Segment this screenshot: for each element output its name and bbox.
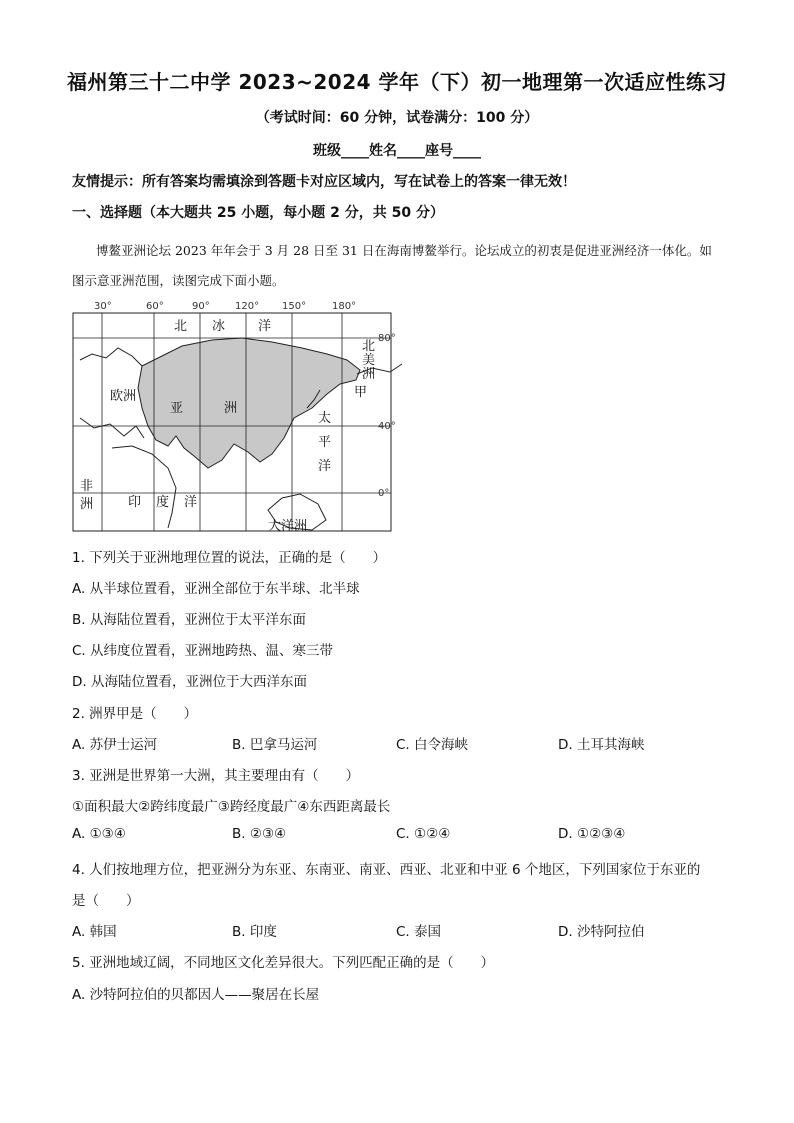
- question-5-stem: 5. 亚洲地域辽阔，不同地区文化差异很大。下列匹配正确的是（ ）: [72, 955, 495, 971]
- arctic-label: 冰: [212, 319, 226, 334]
- africa-coast: [112, 446, 176, 528]
- lon-label: 90°: [192, 301, 210, 312]
- arctic-label: 北: [174, 319, 188, 334]
- north-america-label: 北: [362, 339, 376, 354]
- arctic-label: 洋: [258, 319, 272, 334]
- q1-option-d: D. 从海陆位置看，亚洲位于大西洋东面: [72, 674, 307, 690]
- asia-map: [72, 298, 412, 538]
- q1-option-c: C. 从纬度位置看，亚洲地跨热、温、寒三带: [72, 643, 334, 659]
- exam-info: （考试时间：60 分钟，试卷满分：100 分）: [255, 110, 539, 126]
- pacific-label: 洋: [318, 459, 332, 474]
- q3-option-c: C. ①②④: [396, 826, 451, 842]
- indian-ocean-label: 度: [156, 495, 170, 510]
- q5-option-a: A. 沙特阿拉伯的贝都因人——聚居在长屋: [72, 987, 320, 1003]
- asia-label: 洲: [224, 401, 238, 416]
- q3-statements: ①面积最大②跨纬度最广③跨经度最广④东西距离最长: [72, 799, 391, 815]
- north-america-label: 洲: [362, 367, 376, 382]
- lon-label: 60°: [146, 301, 164, 312]
- q1-option-b: B. 从海陆位置看，亚洲位于太平洋东面: [72, 612, 306, 628]
- lon-label: 150°: [282, 301, 307, 312]
- q2-option-a: A. 苏伊士运河: [72, 737, 158, 753]
- oceania-label: 大洋洲: [268, 519, 308, 534]
- indian-ocean-label: 印: [128, 495, 142, 510]
- lat-label: 80°: [378, 333, 396, 344]
- q2-option-c: C. 白令海峡: [396, 737, 469, 753]
- question-2-stem: 2. 洲界甲是（ ）: [72, 706, 198, 722]
- question-4-stem-cont: 是（ ）: [72, 893, 140, 909]
- q4-option-d: D. 沙特阿拉伯: [558, 924, 645, 940]
- question-4-stem: 4. 人们按地理方位，把亚洲分为东亚、东南亚、南亚、西亚、北亚和中亚 6 个地区，下列国家位于东亚的: [72, 862, 701, 878]
- q2-option-b: B. 巴拿马运河: [232, 737, 318, 753]
- friendly-tip: 友情提示：所有答案均需填涂到答题卡对应区域内，写在试卷上的答案一律无效！: [72, 174, 576, 190]
- question-3-stem: 3. 亚洲是世界第一大洲，其主要理由有（ ）: [72, 768, 360, 784]
- q4-option-b: B. 印度: [232, 924, 277, 940]
- q1-option-a: A. 从半球位置看，亚洲全部位于东半球、北半球: [72, 581, 360, 597]
- pacific-label: 太: [318, 411, 332, 426]
- q3-option-b: B. ②③④: [232, 826, 287, 842]
- pacific-label: 平: [318, 435, 332, 450]
- asia-label: 亚: [170, 401, 184, 416]
- europe-label: 欧洲: [110, 389, 137, 404]
- q3-option-a: A. ①③④: [72, 826, 126, 842]
- boundary-jia-label: 甲: [354, 385, 368, 400]
- q3-option-d: D. ①②③④: [558, 826, 626, 842]
- q2-option-d: D. 土耳其海峡: [558, 737, 645, 753]
- lon-label: 120°: [235, 301, 260, 312]
- lon-label: 30°: [94, 301, 112, 312]
- intro-paragraph: 博鳌亚洲论坛 2023 年年会于 3 月 28 日至 31 日在海南博鳌举行。论坛成立的初衷是促进亚洲经济一体化。如图示意亚洲范围，读图完成下面小题。: [72, 243, 712, 288]
- student-info-line: 班级____姓名____座号____: [313, 143, 481, 159]
- lat-label: 0°: [378, 488, 390, 499]
- section-heading: 一、选择题（本大题共 25 小题，每小题 2 分，共 50 分）: [72, 205, 444, 221]
- lat-label: 40°: [378, 421, 396, 432]
- north-america-label: 美: [362, 353, 376, 368]
- q4-option-a: A. 韩国: [72, 924, 117, 940]
- africa-label: 洲: [80, 497, 94, 512]
- page-title: 福州第三十二中学 2023~2024 学年（下）初一地理第一次适应性练习: [66, 70, 727, 94]
- question-1-stem: 1. 下列关于亚洲地理位置的说法，正确的是（ ）: [72, 550, 387, 566]
- indian-ocean-label: 洋: [184, 495, 198, 510]
- africa-label: 非: [80, 479, 94, 494]
- lon-label: 180°: [332, 301, 357, 312]
- q4-option-c: C. 泰国: [396, 924, 442, 940]
